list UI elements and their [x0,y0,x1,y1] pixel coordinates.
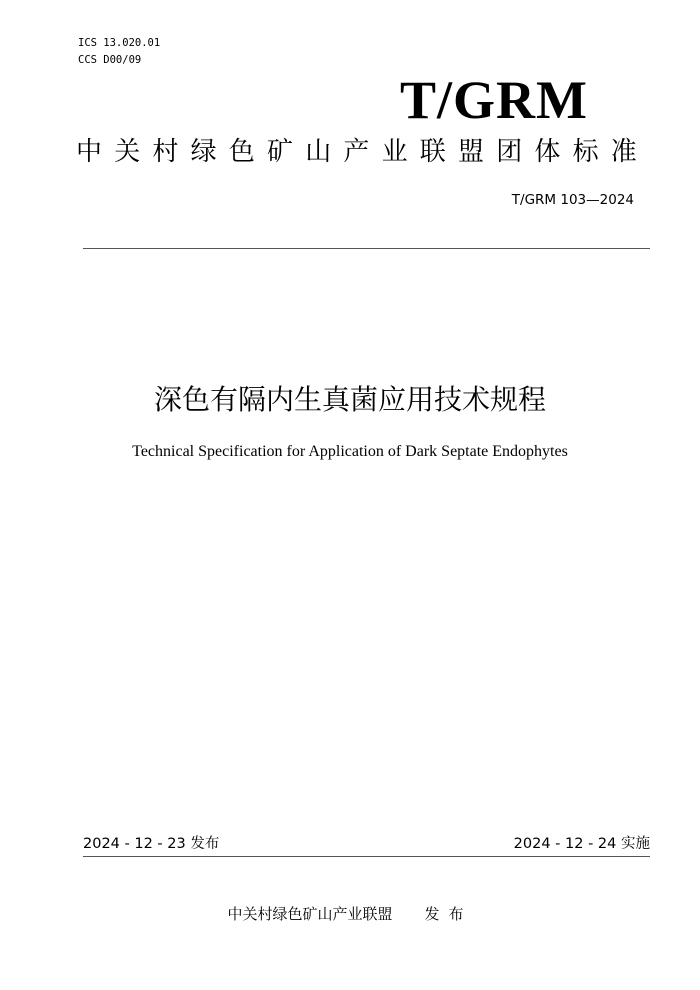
standard-brand-logo: T/GRM [400,70,588,130]
organization-standard-title: 中关村绿色矿山产业联盟团体标准 [76,137,650,167]
publisher-line [0,903,700,925]
top-divider [83,248,650,249]
ccs-code: CCS D00/09 [78,54,142,66]
implementation-date: 2024 - 12 - 24 实施 [513,836,650,852]
document-title-chinese: 深色有隔内生真菌应用技术规程 [153,383,546,416]
publisher-name: 中关村绿色矿山产业联盟 [227,905,393,923]
document-title-english: Technical Specification for Application of Dark Septate Endophytes [132,443,568,460]
bottom-divider [83,856,650,857]
standard-number: T/GRM 103—2024 [511,192,634,208]
publish-label: 发布 [424,905,473,923]
ics-code: ICS 13.020.01 [78,37,161,49]
issue-date: 2024 - 12 - 23 发布 [83,836,220,852]
